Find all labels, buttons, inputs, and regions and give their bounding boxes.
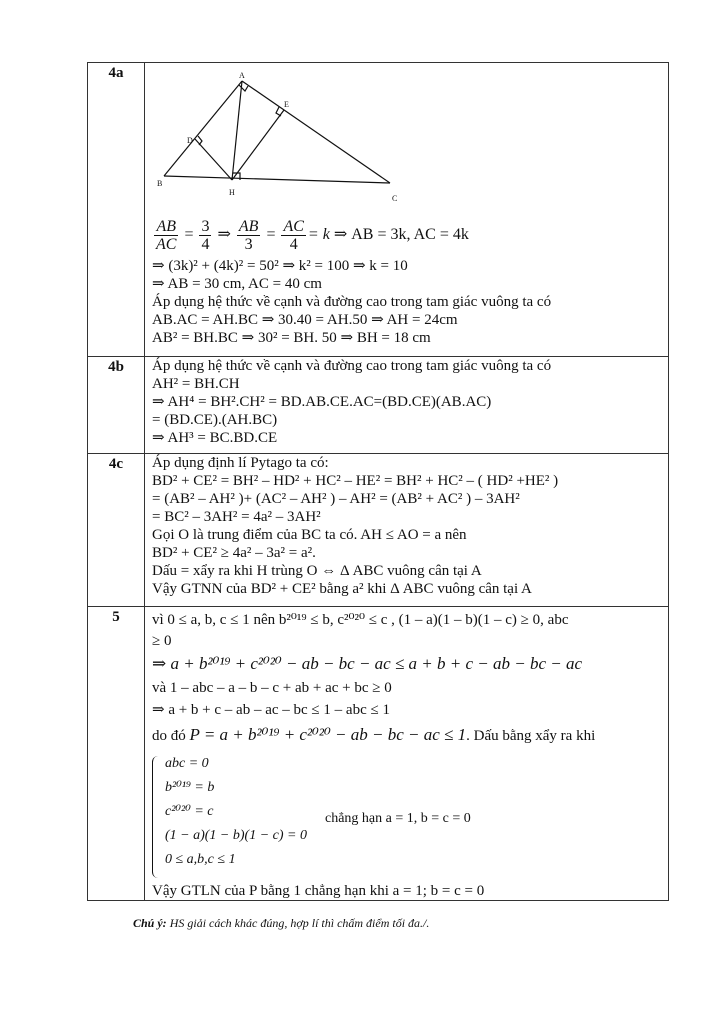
text-line: Áp dụng hệ thức về cạnh và đường cao trong tam giác vuông ta có bbox=[152, 294, 552, 310]
text-prefix: do đó bbox=[152, 728, 186, 744]
footnote-label: Chú ý: bbox=[133, 916, 167, 930]
text-line: AB² = BH.BC ⇒ 30² = BH. 50 ⇒ BH = 18 cm bbox=[152, 330, 431, 346]
text-line: ≥ 0 bbox=[152, 633, 172, 649]
text-line: Áp dụng hệ thức về cạnh và đường cao trong tam giác vuông ta có bbox=[152, 358, 552, 374]
curly-brace bbox=[152, 756, 165, 878]
text-line: BD² + CE² = BH² – HD² + HC² – HE² = BH² + HC² – ( HD² +HE² ) bbox=[152, 473, 559, 489]
row-label: 4a bbox=[88, 63, 145, 357]
text-line: ⇒ AH⁴ = BH².CH² = BD.AB.CE.AC=(BD.CE)(AB.AC) bbox=[152, 394, 492, 410]
label-e: E bbox=[284, 100, 289, 109]
row-content bbox=[145, 357, 669, 454]
fraction: $\frac{AB}{AC}$ bbox=[156, 217, 177, 253]
text-line: = BC² – 3AH² = 4a² – 3AH² bbox=[152, 509, 321, 525]
side-bc bbox=[164, 176, 390, 183]
table-row bbox=[88, 607, 669, 901]
triangle-figure bbox=[152, 63, 662, 213]
label-d: D bbox=[187, 136, 193, 145]
text-line: AB.AC = AH.BC ⇒ 30.40 = AH.50 ⇒ AH = 24cm bbox=[152, 312, 458, 328]
ratio-result: AB = 3k, AC = 4k bbox=[351, 226, 469, 243]
text-suffix: . Dấu bằng xẩy ra khi bbox=[466, 728, 596, 744]
altitude-ah bbox=[232, 81, 242, 180]
side-ac bbox=[242, 81, 390, 183]
fraction: $\frac{AC}{4}$ bbox=[283, 217, 304, 253]
text-line: AH² = BH.CH bbox=[152, 376, 240, 392]
table-row bbox=[88, 63, 669, 357]
table-row bbox=[88, 454, 669, 607]
table-row bbox=[88, 357, 669, 454]
segment-hd bbox=[195, 139, 232, 180]
k-value: = k bbox=[307, 226, 330, 243]
text-line: Vậy GTNN của BD² + CE² bằng a² khi Δ ABC vuông cân tại A bbox=[152, 581, 532, 597]
row-content bbox=[145, 607, 669, 901]
text-line: = (BD.CE).(AH.BC) bbox=[152, 412, 278, 428]
label-h: H bbox=[229, 188, 235, 197]
case-lines bbox=[165, 752, 307, 872]
side-ab bbox=[164, 81, 242, 176]
text-line: ⇒ AB = 30 cm, AC = 40 cm bbox=[152, 276, 322, 292]
case-line: (1 − a)(1 − b)(1 − c) = 0 bbox=[165, 828, 307, 843]
answer-table bbox=[87, 62, 669, 901]
right-angle-a bbox=[239, 85, 248, 91]
text-line: Vậy GTLN của P bằng 1 chẳng hạn khi a = 1; b = c = 0 bbox=[152, 883, 485, 899]
inequality-line: ⇒ a + b²⁰¹⁹ + c²⁰²⁰ − ab − bc − ac ≤ a + b + c − ab − bc − ac bbox=[152, 654, 583, 673]
case-line: b²⁰¹⁹ = b bbox=[165, 780, 215, 795]
case-line: c²⁰²⁰ = c bbox=[165, 804, 214, 819]
text-line: Áp dụng định lí Pytago ta có: bbox=[152, 455, 329, 471]
footnote-text: HS giải cách khác đúng, hợp lí thì chấm điểm tối đa./. bbox=[166, 916, 430, 930]
case-note: chẳng hạn a = 1, b = c = 0 bbox=[324, 811, 471, 826]
row-label: 5 bbox=[88, 607, 145, 901]
text-line: Gọi O là trung điểm của BC ta có. AH ≤ AO = a nên bbox=[152, 527, 467, 543]
row-content bbox=[145, 63, 669, 357]
segment-he bbox=[232, 110, 284, 180]
fraction: $\frac{3}{4}$ bbox=[201, 217, 210, 253]
case-system bbox=[152, 752, 662, 878]
text-line: BD² + CE² ≥ 4a² – 3a² = a². bbox=[152, 545, 316, 561]
case-line: abc = 0 bbox=[165, 756, 209, 771]
p-expression: P = a + b²⁰¹⁹ + c²⁰²⁰ − ab − bc − ac ≤ 1 bbox=[189, 725, 467, 744]
fraction: $\frac{AB}{3}$ bbox=[238, 217, 259, 253]
text-line: ⇒ a + b + c – ab – ac – bc ≤ 1 – abc ≤ 1 bbox=[152, 702, 390, 718]
footnote bbox=[133, 916, 429, 931]
text-line: ⇒ AH³ = BC.BD.CE bbox=[152, 430, 278, 446]
text-line: vì 0 ≤ a, b, c ≤ 1 nên b²⁰¹⁹ ≤ b, c²⁰²⁰ ≤ c , (1 – a)(1 – b)(1 – c) ≥ 0, abc bbox=[152, 612, 569, 628]
label-c: C bbox=[392, 194, 398, 203]
label-b: B bbox=[157, 179, 163, 188]
conclusion-condition-line bbox=[152, 721, 662, 750]
case-line: 0 ≤ a,b,c ≤ 1 bbox=[165, 852, 236, 867]
text-line: ⇒ (3k)² + (4k)² = 50² ⇒ k² = 100 ⇒ k = 10 bbox=[152, 258, 408, 274]
text-line: và 1 – abc – a – b – c + ab + ac + bc ≥ 0 bbox=[152, 680, 392, 696]
text-line: Dấu = xẩy ra khi H trùng O ⇔ Δ ABC vuông cân tại A bbox=[152, 563, 482, 579]
triangle-diagram bbox=[152, 63, 412, 213]
row-label: 4c bbox=[88, 454, 145, 607]
label-a: A bbox=[239, 71, 245, 80]
answer-sheet bbox=[87, 62, 669, 901]
row-label: 4b bbox=[88, 357, 145, 454]
row-content bbox=[145, 454, 669, 607]
text-line: = (AB² – AH² )+ (AC² – AH² ) – AH² = (AB² + AC² ) – 3AH² bbox=[152, 491, 520, 507]
ratio-line: $\frac{AB}{AC}$ = $\frac{3}{4}$ ⇒ $\frac{AB}{3}$ = $\frac{AC}{4}$ = k ⇒ AB = 3k, AC = 4k bbox=[156, 217, 469, 253]
